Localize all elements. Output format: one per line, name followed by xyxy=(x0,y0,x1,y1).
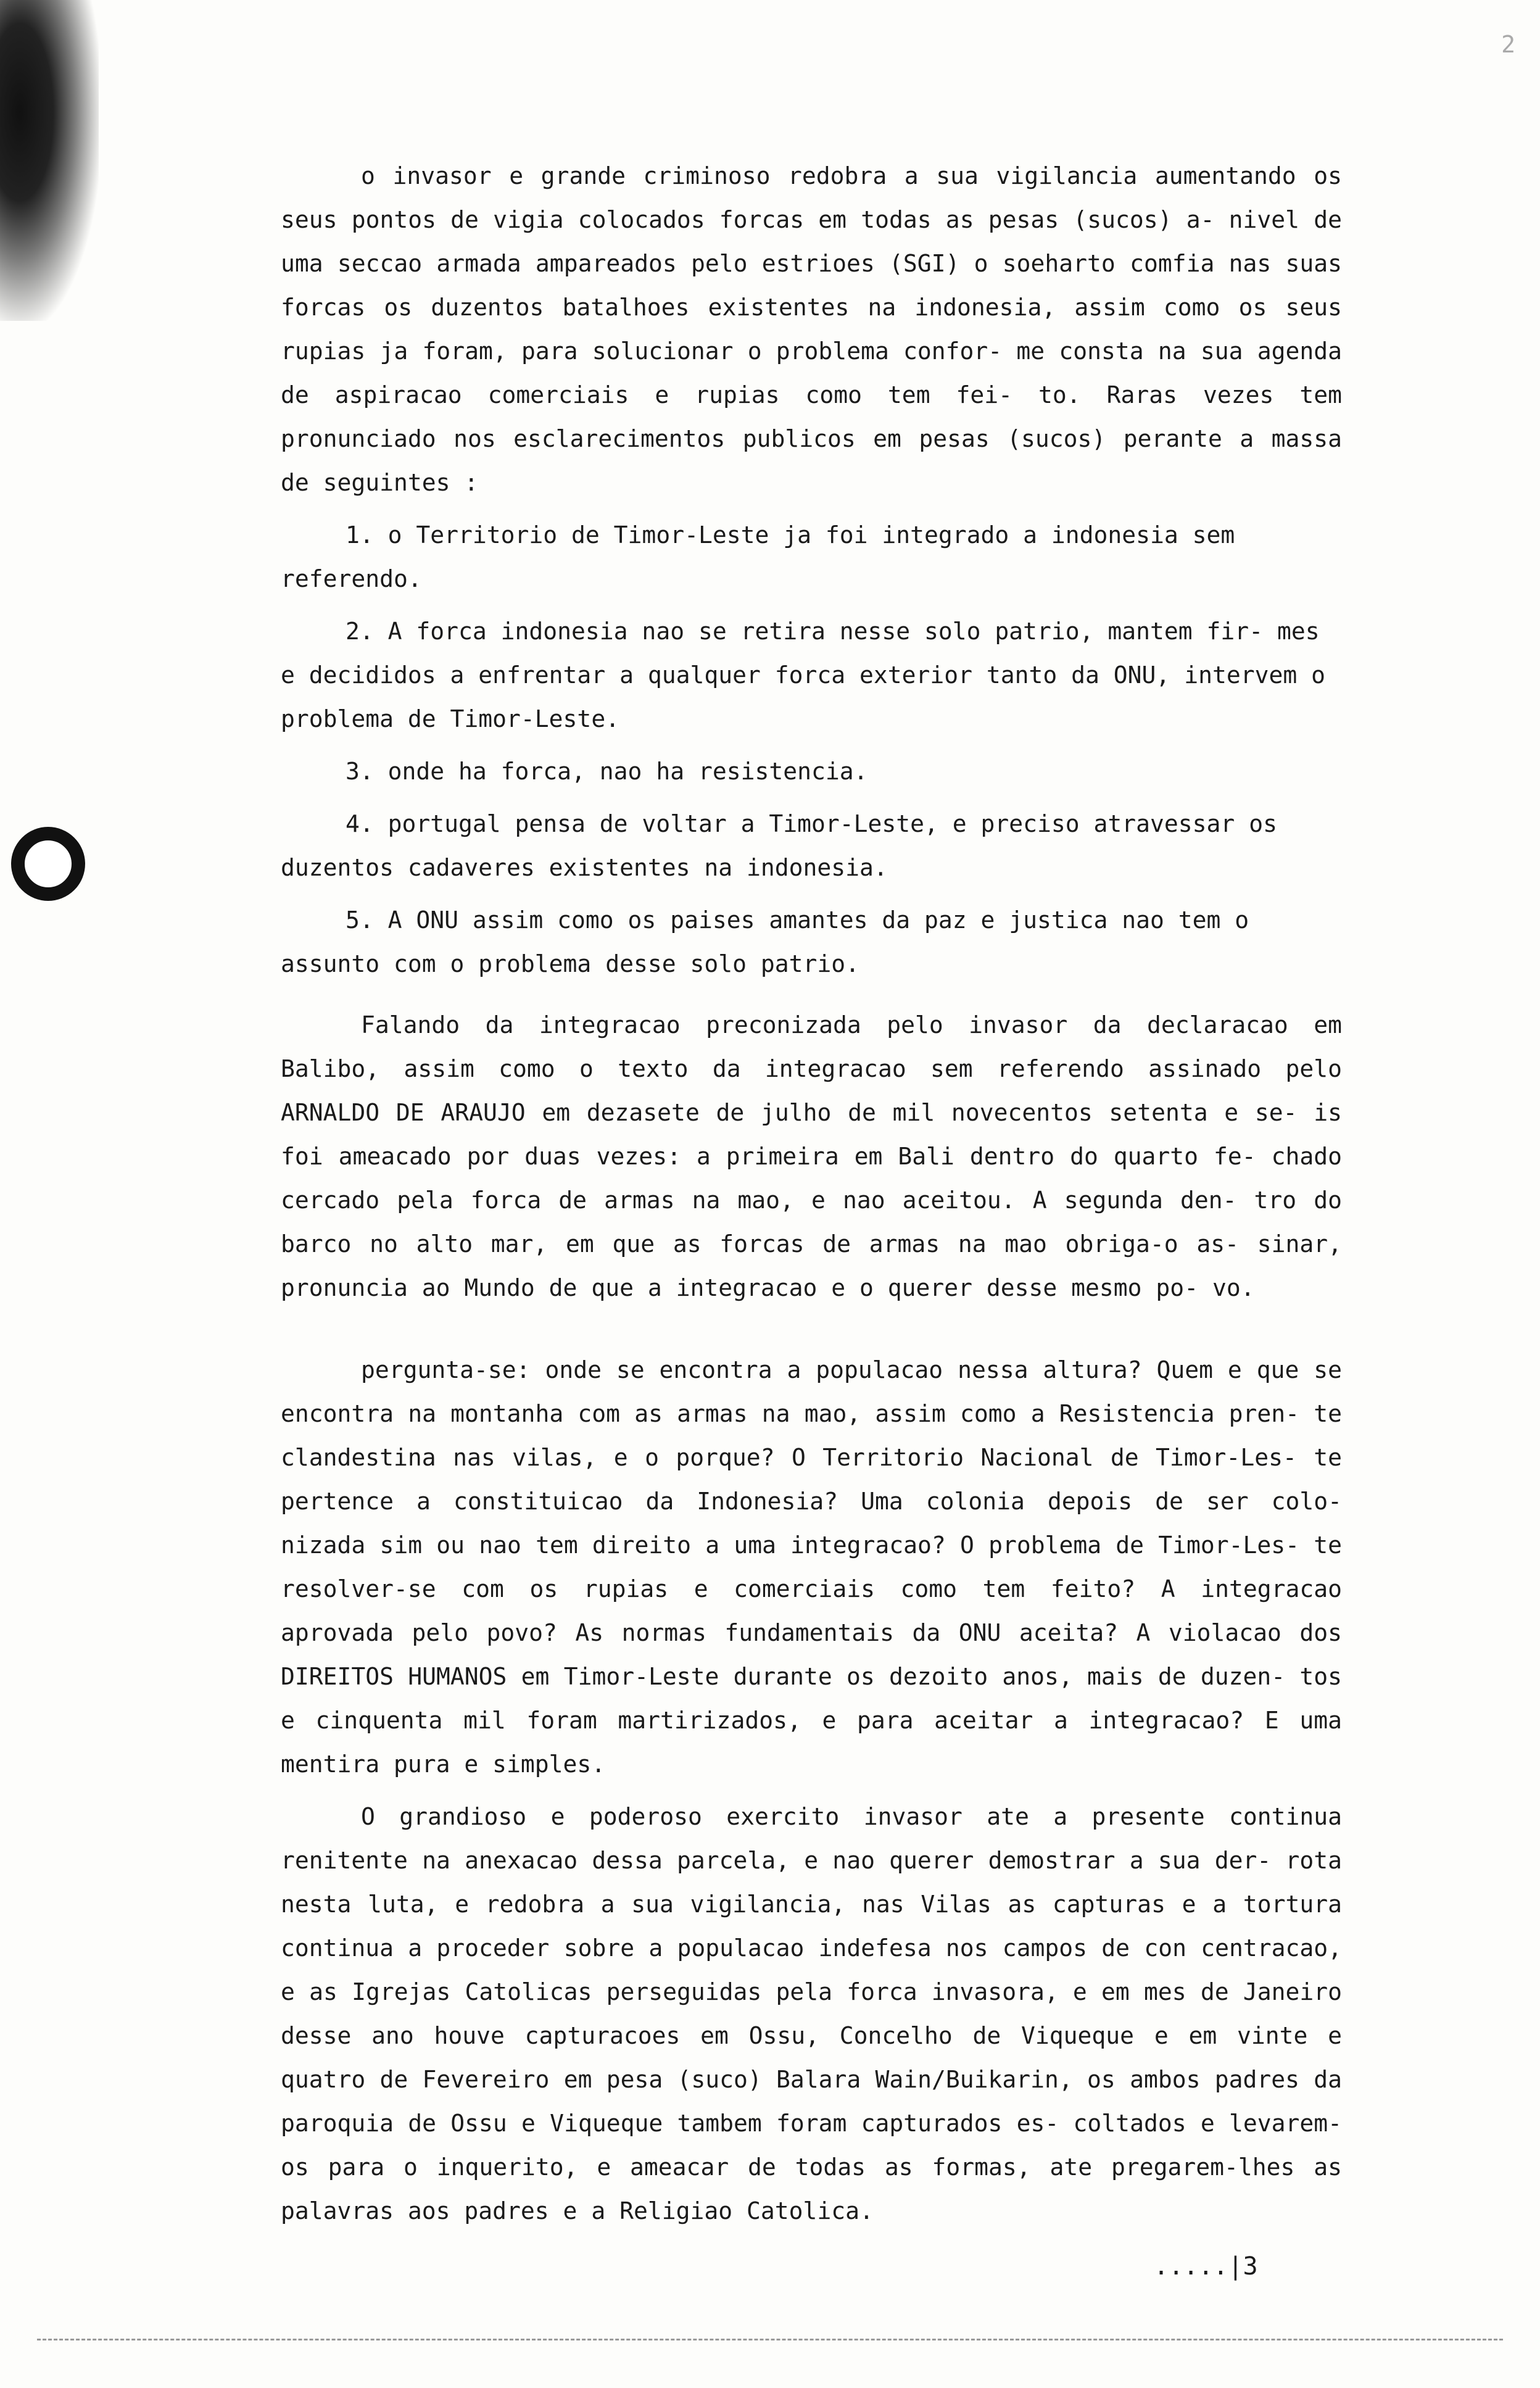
page-number-mark: 2 xyxy=(1501,31,1515,58)
list-item: 4. portugal pensa de voltar a Timor-Leste, e preciso atravessar os duzentos cadaveres existentes na indonesia. xyxy=(281,810,1277,881)
paragraph-invasor: o invasor e grande criminoso redobra a sua vigilancia aumentando os seus pontos de vigia colocados forcas em todas as pesas (sucos) a- nivel de uma seccao armada ampareados pelo estrioes (SGI) o soeharto comfia nas suas forcas os duzentos batalhoes existentes na indonesia, assim como os seus rupias ja foram, para solucionar o problema confor- me consta na sua agenda de aspiracao comerciais e rupias como tem fei- to. Raras vezes tem pronunciado nos esclarecimentos publicos em pesas (sucos) perante a massa de seguintes : xyxy=(281,162,1342,496)
list-item: 1. o Territorio de Timor-Leste ja foi integrado a indonesia sem referendo. xyxy=(281,521,1235,592)
punch-hole xyxy=(11,827,85,901)
ink-stain xyxy=(0,0,99,321)
paragraph-pergunta: pergunta-se: onde se encontra a populacao nessa altura? Quem e que se encontra na montanha com as armas na mao, assim como a Resistencia pren- te clandestina nas vilas, e o porque? O Territorio Nacional de Timor-Les- te pertence a constituicao da Indonesia? Uma colonia depois de ser colo- nizada sim ou nao tem direito a uma integracao? O problema de Timor-Les- te resolver-se com os rupias e comerciais como tem feito? A integracao aprovada pelo povo? As normas fundamentais da ONU aceita? A violacao dos DIREITOS HUMANOS em Timor-Leste durante os dezoito anos, mais de duzen- tos e cinquenta mil foram martirizados, e para aceitar a integracao? E uma mentira pura e simples. xyxy=(281,1356,1342,1778)
document-body xyxy=(281,154,1342,2233)
continuation-mark: .....|3 xyxy=(1154,2252,1258,2281)
list-item: 5. A ONU assim como os paises amantes da paz e justica nao tem o assunto com o problema desse solo patrio. xyxy=(281,906,1249,977)
paragraph-exercito: O grandioso e poderoso exercito invasor ate a presente continua renitente na anexacao dessa parcela, e nao querer demostrar a sua der- rota nesta luta, e redobra a sua vigilancia, nas Vilas as capturas e a tortura continua a proceder sobre a populacao indefesa nos campos de con centracao, e as Igrejas Catolicas perseguidas pela forca invasora, e em mes de Janeiro desse ano houve capturacoes em Ossu, Concelho de Viqueque e em vinte e quatro de Fevereiro em pesa (suco) Balara Wain/Buikarin, os ambos padres da paroquia de Ossu e Viqueque tambem foram capturados es- coltados e levarem-os para o inquerito, e ameacar de todas as formas, ate pregarem-lhes as palavras aos padres e a Religiao Catolica. xyxy=(281,1803,1342,2224)
paragraph-integracao: Falando da integracao preconizada pelo invasor da declaracao em Balibo, assim como o texto da integracao sem referendo assinado pelo ARNALDO DE ARAUJO em dezasete de julho de mil novecentos setenta e se- is foi ameacado por duas vezes: a primeira em Bali dentro do quarto fe- chado cercado pela forca de armas na mao, e nao aceitou. A segunda den- tro do barco no alto mar, em que as forcas de armas na mao obriga-o as- sinar, pronuncia ao Mundo de que a integracao e o querer desse mesmo po- vo. xyxy=(281,1011,1342,1301)
scan-noise xyxy=(37,2339,1503,2344)
list-item: 3. onde ha forca, nao ha resistencia. xyxy=(346,758,868,785)
list-item: 2. A forca indonesia nao se retira nesse solo patrio, mantem fir- mes e decididos a enfrentar a qualquer forca exterior tanto da ONU, intervem o problema de Timor-Leste. xyxy=(281,618,1325,732)
